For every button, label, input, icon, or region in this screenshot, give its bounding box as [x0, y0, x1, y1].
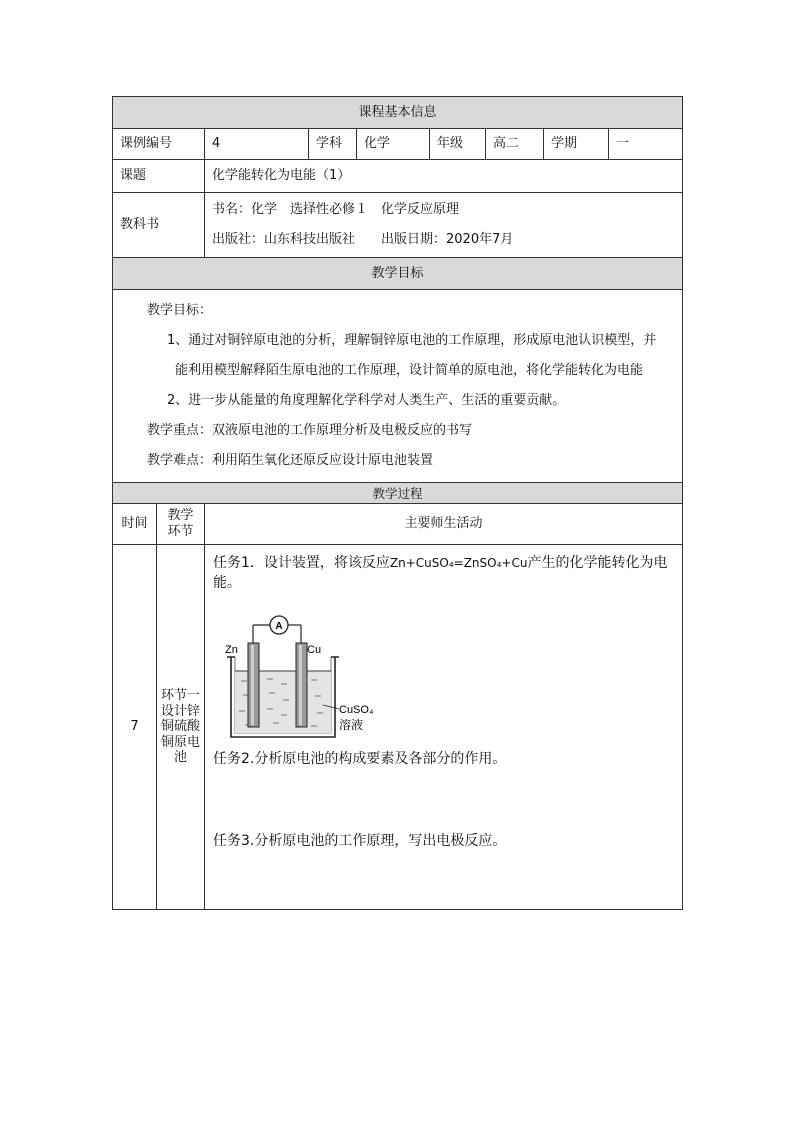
- term-label: 学期: [544, 129, 609, 160]
- case-no-label: 课例编号: [113, 129, 205, 160]
- objectives-body: [113, 290, 683, 483]
- zn-label: Zn: [225, 644, 238, 656]
- lesson-plan-table: [112, 96, 683, 910]
- objectives-intro: 教学目标：: [147, 303, 213, 318]
- subject-label: 学科: [309, 129, 357, 160]
- grade-label: 年级: [430, 129, 486, 160]
- subject-value: 化学: [357, 129, 430, 160]
- process-header: 教学过程: [113, 483, 683, 504]
- objective-item: 2、进一步从能量的角度理解化学科学对人类生产、生活的重要贡献。: [167, 393, 566, 408]
- task-1-suffix: 产生的化学能转化为电能。: [213, 555, 668, 591]
- reaction-formula: Zn+CuSO₄=ZnSO₄+Cu: [389, 556, 528, 570]
- basic-info-header: 课程基本信息: [113, 97, 683, 129]
- topic-value: 化学能转化为电能（1）: [205, 160, 683, 193]
- objective-item: 能利用模型解释陌生原电池的工作原理，设计简单的原电池，将化学能转化为电能: [175, 363, 644, 378]
- task-2: 任务2.分析原电池的构成要素及各部分的作用。: [213, 751, 507, 767]
- textbook-info: [205, 193, 683, 258]
- process-time: 7: [113, 545, 157, 910]
- topic-label: 课题: [113, 160, 205, 193]
- case-no-value: 4: [205, 129, 309, 160]
- task-3: 任务3.分析原电池的工作原理，写出电极反应。: [213, 833, 507, 849]
- term-value: 一: [609, 129, 683, 160]
- lesson-plan-sheet: [112, 96, 682, 910]
- solution-formula-label: CuSO₄: [339, 704, 374, 716]
- grade-value: 高二: [486, 129, 544, 160]
- galvanic-cell-diagram: [223, 605, 383, 743]
- objectives-header: 教学目标: [113, 258, 683, 290]
- col-stage-header: 教学环节: [157, 504, 205, 545]
- difficulty: 教学难点：利用陌生氧化还原反应设计原电池装置: [147, 453, 434, 468]
- col-activity-header: 主要师生活动: [205, 504, 683, 545]
- process-activity: [205, 545, 683, 910]
- solution-word-label: 溶液: [339, 718, 364, 732]
- task-1: [213, 553, 675, 593]
- textbook-name: 书名：化学 选择性必修１ 化学反应原理: [212, 202, 460, 217]
- process-stage: 环节一设计锌铜硫酸铜原电池: [157, 545, 205, 910]
- cu-label: Cu: [307, 644, 322, 656]
- key-point: 教学重点：双液原电池的工作原理分析及电极反应的书写: [147, 423, 473, 438]
- col-time-header: 时间: [113, 504, 157, 545]
- textbook-label: 教科书: [113, 193, 205, 258]
- answer-space: [213, 769, 675, 831]
- process-row: [113, 545, 683, 910]
- objective-item: 1、通过对铜锌原电池的分析，理解铜锌原电池的工作原理，形成原电池认识模型，并: [167, 333, 657, 348]
- textbook-publisher: 出版社：山东科技出版社 出版日期：2020年7月: [212, 232, 514, 247]
- ammeter-label: A: [275, 621, 283, 632]
- task-1-prefix: 任务1．设计装置，将该反应: [213, 555, 390, 571]
